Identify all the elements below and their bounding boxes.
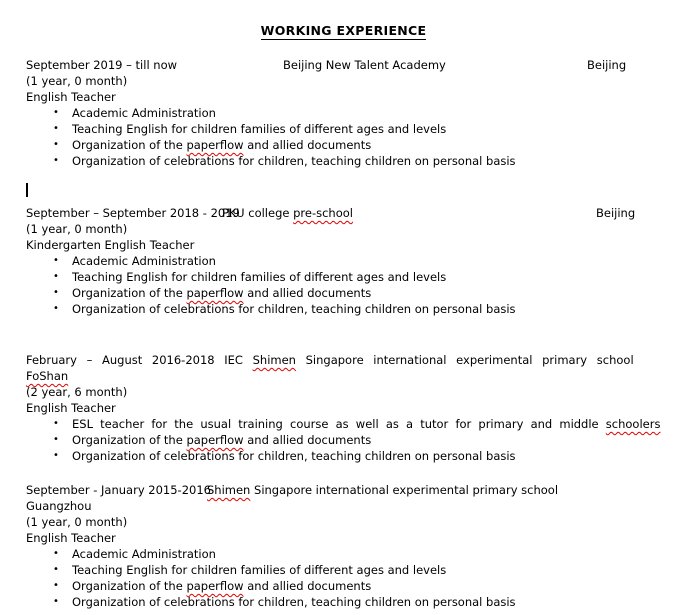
bullet-text (72, 579, 371, 593)
bullet-text (72, 433, 371, 447)
company-text (283, 57, 446, 73)
bullet-item (26, 137, 666, 153)
misspelled-word: schoolers (605, 417, 661, 431)
duration-text: (1 year, 0 month) (26, 74, 128, 88)
entry-header-line (26, 368, 666, 384)
misspelled-word: paperflow (186, 286, 244, 300)
bullet-marker: • (53, 287, 59, 298)
text-segment: Academic Administration (72, 106, 216, 120)
bullet-item (26, 416, 666, 432)
bullet-item (26, 301, 666, 317)
bullet-item (26, 105, 666, 121)
bullet-text (72, 106, 216, 120)
entry-header-line (26, 205, 666, 221)
text-segment: PKU college (222, 206, 294, 220)
bullet-marker: • (53, 107, 59, 118)
role-text: English Teacher (26, 531, 116, 545)
bullet-text (72, 138, 371, 152)
bullet-text (72, 270, 446, 284)
text-segment: Teaching English for children families of different ages and levels (72, 563, 447, 577)
bullet-item (26, 285, 666, 301)
city-text: Beijing (587, 58, 627, 72)
text-segment: Organization of celebrations for children, teaching children on personal basis (72, 449, 516, 463)
period-text: September – September 2018 - 2019 (26, 206, 240, 220)
experience-entry (26, 352, 666, 464)
entry-header-line (26, 352, 666, 368)
experience-entry (26, 57, 666, 169)
bullet-text (72, 547, 216, 561)
bullet-item (26, 594, 666, 610)
bullet-marker: • (53, 564, 59, 575)
text-segment: February – August 2016-2018 IEC (26, 353, 253, 367)
text-segment: Organization of the (72, 579, 187, 593)
entry-header-line (26, 57, 666, 73)
entry-header-line (26, 482, 666, 498)
bullet-text (72, 122, 446, 136)
text-segment: Teaching English for children families of different ages and levels (72, 122, 447, 136)
city-text: Beijing (596, 206, 636, 220)
experience-entry (26, 482, 666, 610)
text-segment: Organization of celebrations for children, teaching children on personal basis (72, 595, 516, 609)
duration-text: (1 year, 0 month) (26, 515, 128, 529)
bullet-text (72, 595, 516, 609)
text-segment: Organization of the (72, 138, 187, 152)
role-text: English Teacher (26, 90, 116, 104)
company-text (207, 482, 558, 498)
bullet-marker: • (53, 123, 59, 134)
bullet-marker: • (53, 580, 59, 591)
bullet-marker: • (53, 139, 59, 150)
text-cursor (26, 183, 28, 197)
text-segment: Teaching English for children families of different ages and levels (72, 270, 447, 284)
duration-text: (2 year, 6 month) (26, 385, 128, 399)
text-segment: Singapore international experimental primary school (295, 353, 634, 367)
text-segment: Organization of the (72, 433, 187, 447)
text-segment: and allied documents (243, 138, 372, 152)
bullet-text (72, 154, 516, 168)
misspelled-word: paperflow (186, 138, 244, 152)
bullet-item (26, 153, 666, 169)
text-segment: Beijing New Talent Academy (283, 58, 446, 72)
bullet-marker: • (53, 548, 59, 559)
bullet-item (26, 269, 666, 285)
period-text: September 2019 – till now (26, 58, 178, 72)
text-segment: Organization of celebrations for children, teaching children on personal basis (72, 154, 516, 168)
experience-entry (26, 205, 666, 317)
bullet-marker: • (53, 418, 59, 429)
bullet-item (26, 253, 666, 269)
text-segment: Organization of the (72, 286, 187, 300)
period-text: September - January 2015-2016 (26, 483, 211, 497)
bullet-marker: • (53, 255, 59, 266)
misspelled-word: pre-school (293, 206, 353, 220)
bullet-marker: • (53, 450, 59, 461)
bullet-text (72, 449, 516, 463)
text-segment: and allied documents (243, 433, 372, 447)
text-segment: Academic Administration (72, 547, 216, 561)
misspelled-word: paperflow (186, 433, 244, 447)
text-segment: Singapore international experimental primary school (250, 483, 559, 497)
section-heading (0, 23, 687, 38)
bullet-text (72, 302, 516, 316)
misspelled-word: paperflow (186, 579, 244, 593)
text-segment: Organization of celebrations for children, teaching children on personal basis (72, 302, 516, 316)
bullet-marker: • (53, 434, 59, 445)
bullet-text (72, 563, 446, 577)
bullet-item (26, 578, 666, 594)
misspelled-word: Shimen (207, 483, 251, 497)
section-heading-text: WORKING EXPERIENCE (260, 23, 427, 38)
bullet-text (72, 417, 660, 431)
bullet-text (72, 254, 216, 268)
bullet-marker: • (53, 271, 59, 282)
misspelled-word: Shimen (252, 353, 296, 367)
bullet-text (72, 286, 371, 300)
bullet-marker: • (53, 303, 59, 314)
text-segment: and allied documents (243, 286, 372, 300)
bullet-marker: • (53, 596, 59, 607)
role-text: English Teacher (26, 401, 116, 415)
role-text: Kindergarten English Teacher (26, 238, 195, 252)
duration-text: (1 year, 0 month) (26, 222, 128, 236)
bullet-item (26, 121, 666, 137)
text-segment: Academic Administration (72, 254, 216, 268)
bullet-item (26, 546, 666, 562)
company-text (222, 205, 353, 221)
misspelled-word: FoShan (26, 369, 69, 383)
bullet-marker: • (53, 155, 59, 166)
bullet-item (26, 562, 666, 578)
text-segment: and allied documents (243, 579, 372, 593)
bullet-item (26, 432, 666, 448)
bullet-item (26, 448, 666, 464)
text-segment: ESL teacher for the usual training course as well as a tutor for primary and middle (72, 417, 606, 431)
city-text: Guangzhou (26, 499, 92, 513)
